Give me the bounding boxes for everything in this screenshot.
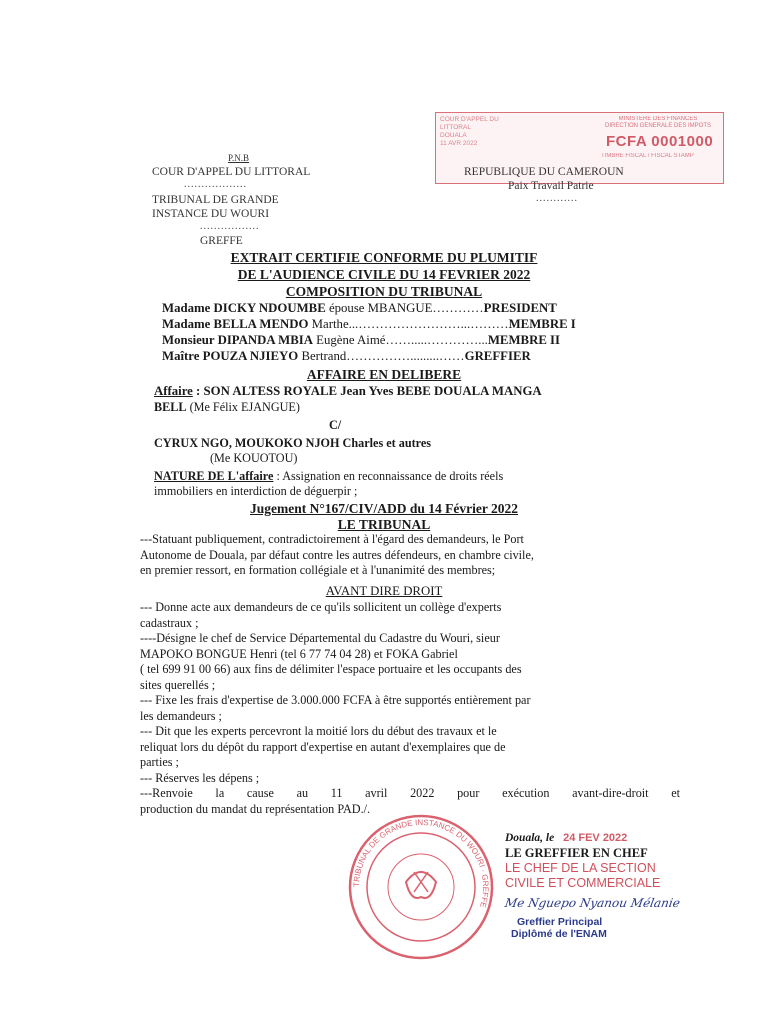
defendants-lawyer: (Me KOUOTOU) <box>210 451 298 465</box>
greffier-chef-title: LE GREFFIER EN CHEF <box>505 846 648 860</box>
signature-grade: Greffier Principal <box>517 916 603 928</box>
plaintiff-name: SON ALTESS ROYALE Jean Yves BEBE DOUALA MANGA <box>203 384 542 398</box>
header-dots: ............ <box>536 193 578 204</box>
tribunal-line-2: INSTANCE DU WOURI <box>152 208 270 220</box>
dispositif-line: --- Dit que les experts percevront la moitié lors du début des travaux et le <box>140 724 497 738</box>
dispositif-line: ---Renvoie la cause au 11 avril 2022 pour exécution avant-dire-droit et <box>140 786 680 800</box>
dispositif-line: reliquat lors du dépôt du rapport d'expertise en autant d'exemplaires que de <box>140 739 506 754</box>
dispositif-line: cadastraux ; <box>140 615 199 630</box>
tribunal-heading: LE TRIBUNAL <box>337 517 431 532</box>
fiscal-stamp-direction: DIRECTION GENERALE DES IMPOTS <box>604 123 712 129</box>
jugement-title: Jugement N°167/CIV/ADD du 14 Février 2022 <box>249 501 518 516</box>
signature-diploma: Diplômé de l'ENAM <box>511 928 607 940</box>
affaire-line <box>154 384 654 400</box>
fiscal-stamp-left <box>440 116 540 148</box>
versus-label: C/ <box>329 418 342 432</box>
affaire-line-2 <box>154 400 654 416</box>
tribunal-line-1: TRIBUNAL DE GRANDE <box>152 194 279 206</box>
member-role: MEMBRE II <box>487 333 561 347</box>
member-detail: épouse MBANGUE………… <box>325 301 484 315</box>
dispositif-line: --- Réserves les dépens ; <box>140 770 260 785</box>
signature-place-line <box>505 832 705 844</box>
fiscal-stamp-amount: FCFA 0001000 <box>606 133 714 150</box>
date-stamp: 24 FEV 2022 <box>563 832 628 844</box>
member-role: GREFFIER <box>464 349 531 363</box>
dispositif-line: production du mandat du représentation PAD./. <box>140 801 371 816</box>
republic-motto: Paix Travail Patrie <box>508 180 594 192</box>
member-row <box>162 348 576 364</box>
fiscal-stamp-right <box>596 116 720 130</box>
jugement-line: ---Statuant publiquement, contradictoirement à l'égard des demandeurs, le Port <box>140 532 524 546</box>
member-list <box>162 300 576 364</box>
member-role: PRESIDENT <box>483 301 557 315</box>
plaintiff-lawyer: (Me Félix EJANGUE) <box>186 399 300 414</box>
plaintiff-name-cont: BELL <box>154 399 187 414</box>
member-detail: Bertrand…………….........…… <box>298 349 465 363</box>
nature-line <box>154 469 654 485</box>
header-right <box>464 165 664 203</box>
handwritten-signature: Me Nguepo Nyanou Mélanie <box>503 896 682 910</box>
composition-heading: COMPOSITION DU TRIBUNAL <box>285 284 483 299</box>
greffe-label: GREFFE <box>200 235 243 247</box>
dispositif-list <box>140 600 680 817</box>
round-seal-stamp <box>346 812 496 962</box>
chef-section-stamp: LE CHEF DE LA SECTION <box>505 861 656 875</box>
header-dots: ................. <box>200 221 260 232</box>
document-title-line-2: DE L'AUDIENCE CIVILE DU 14 FEVRIER 2022 <box>237 267 531 282</box>
defendants-name: CYRUX NGO, MOUKOKO NJOH Charles et autres <box>154 435 432 450</box>
member-name: Maître POUZA NJIEYO <box>162 349 299 363</box>
dispositif-line: parties ; <box>140 755 179 769</box>
nature-label: NATURE DE L'affaire <box>154 468 274 483</box>
member-row <box>162 316 576 332</box>
signature-place: Douala, le <box>505 832 555 844</box>
dispositif-line: --- Fixe les frais d'expertise de 3.000.000 FCFA à être supportés entièrement par <box>140 693 531 707</box>
court-name: COUR D'APPEL DU LITTORAL <box>152 166 311 178</box>
document-title-line-1: EXTRAIT CERTIFIE CONFORME DU PLUMITIF <box>230 250 538 265</box>
round-seal-text: TRIBUNAL DE GRANDE INSTANCE DU WOURI · GREFFE <box>351 817 491 909</box>
member-name: Madame BELLA MENDO <box>162 317 309 331</box>
member-name: Madame DICKY NDOUMBE <box>162 301 326 315</box>
affaire-label: Affaire <box>154 384 193 398</box>
fiscal-stamp-ministry: MINISTERE DES FINANCES <box>618 116 698 122</box>
jugement-para <box>140 532 680 579</box>
fiscal-stamp-line: 11 AVR 2022 <box>440 140 478 147</box>
dispositif-line: les demandeurs ; <box>140 708 222 723</box>
nature-text: Assignation en reconnaissance de droits réels <box>282 468 504 483</box>
member-detail: Eugène Aimé…….....…………... <box>312 333 488 347</box>
jugement-line: Autonome de Douala, par défaut contre les autres défendeurs, en chambre civile, <box>140 547 534 562</box>
avant-dire-droit-heading: AVANT DIRE DROIT <box>325 584 443 598</box>
nature-sep: : <box>273 468 283 483</box>
republic-name: REPUBLIQUE DU CAMEROUN <box>464 166 624 178</box>
jugement-line: en premier ressort, en formation collégiale et à l'unanimité des membres; <box>140 563 496 577</box>
member-role: MEMBRE I <box>508 317 576 331</box>
affaire-sep: : <box>192 384 204 398</box>
member-name: Monsieur DIPANDA MBIA <box>162 333 313 347</box>
fiscal-stamp-label: TIMBRE FISCAL / FISCAL STAMP <box>601 153 694 159</box>
member-detail: Marthe...……………………...……… <box>308 317 509 331</box>
affaire-block <box>154 384 654 500</box>
pnb-label: P.N.B <box>228 153 250 163</box>
fiscal-stamp-line: DOUALA <box>440 132 467 139</box>
affaire-heading: AFFAIRE EN DELIBERE <box>306 367 462 382</box>
nature-text-cont: immobiliers en interdiction de déguerpir ; <box>154 484 358 498</box>
header-dots: .................. <box>184 179 247 190</box>
dispositif-line: --- Donne acte aux demandeurs de ce qu'ils sollicitent un collège d'experts <box>140 600 502 614</box>
fiscal-stamp-line: COUR D'APPEL DU <box>440 116 499 123</box>
dispositif-line: ( tel 699 91 00 66) aux fins de délimiter l'espace portuaire et les occupants des <box>140 662 522 676</box>
dispositif-line: MAPOKO BONGUE Henri (tel 6 77 74 04 28) et FOKA Gabriel <box>140 646 458 661</box>
dispositif-line: sites querellés ; <box>140 677 216 692</box>
header-left <box>152 151 352 248</box>
signature-block <box>505 832 705 940</box>
fiscal-stamp-line: LITTORAL <box>440 124 471 131</box>
member-row <box>162 300 576 316</box>
member-row <box>162 332 576 348</box>
civile-commerciale-stamp: CIVILE ET COMMERCIALE <box>505 876 661 890</box>
dispositif-line: ----Désigne le chef de Service Départemental du Cadastre du Wouri, sieur <box>140 631 500 645</box>
